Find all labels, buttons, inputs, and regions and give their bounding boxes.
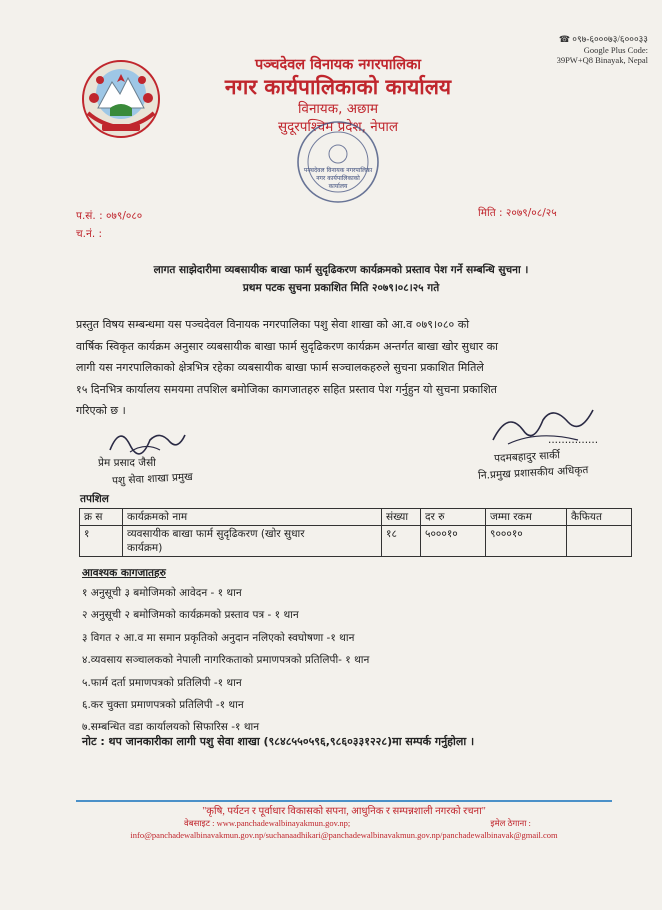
footer-website (76, 818, 662, 829)
cell-remarks (567, 526, 632, 557)
documents-title: आवश्यक कागजातहरु (82, 567, 166, 579)
table-title: तपशिल (80, 493, 109, 505)
col-header: दर रु (421, 509, 486, 526)
right-signatory-name: पदमबहादुर सार्की (493, 449, 561, 465)
list-item: ४.व्यवसाय सञ्चालकको नेपाली नागरिकताको प्रमाणपत्रको प्रतिलिपी- १ थान (82, 654, 370, 667)
website-label: वेबसाइट : (184, 818, 215, 828)
plus-code-label: Google Plus Code: (583, 44, 648, 55)
seal-text-2: नगर कार्यपालिकाको (316, 175, 360, 182)
footer-slogan: "कृषि, पर्यटन र पूर्वाधार विकासको सपना, आधुनिक र सम्पन्नशाली नगरको रचना" (202, 806, 486, 817)
official-seal-stamp (294, 118, 382, 206)
list-item: २ अनुसूची २ बमोजिमको कार्यक्रमको प्रस्ताव पत्र - १ थान (82, 609, 299, 622)
list-item: ६.कर चुक्ता प्रमाणपत्रको प्रतिलिपी -१ थान (82, 699, 244, 712)
body-line: १५ दिनभित्र कार्यालय समयमा तपशिल बमोजिका कागजातहरु सहित प्रस्ताव पेश गर्नुहुन यो सुचना प्रकाशित (76, 382, 497, 396)
office-location: विनायक, अछाम (297, 101, 379, 117)
reference-number: प.सं. : ०७९/०८० (76, 210, 143, 222)
list-item: ५.फार्म दर्ता प्रमाणपत्रको प्रतिलिपी -१ थान (82, 676, 242, 689)
col-header: क्र स (80, 509, 123, 526)
left-signatory-title: पशु सेवा शाखा प्रमुख (111, 470, 194, 488)
plus-code: 39PW+Q8 Binayak, Nepal (556, 55, 648, 65)
list-item: ३ विगत २ आ.व मा समान प्रकृतिको अनुदान नलिएको स्वघोषणा -१ थान (82, 631, 355, 644)
program-table (79, 508, 632, 557)
contact-info (488, 34, 648, 66)
seal-text-1: पञ्चदेवल विनायक नगरपालिका (303, 167, 373, 174)
table-row (80, 526, 632, 557)
right-signatory-title: नि.प्रमुख प्रशासकीय अधिकृत (477, 464, 589, 482)
dispatch-number: च.नं. : (76, 228, 103, 240)
program-name-line2: कार्यक्रम) (127, 542, 163, 554)
notice-subject: लागत साझेदारीमा व्यबसायीक बाखा फार्म सुदृढिकरण कार्यक्रमको प्रस्ताव पेश गर्ने सम्बन्धि सुचना । (153, 264, 529, 276)
nepal-emblem-icon (80, 58, 162, 140)
program-name-line1: व्यवसायीक बाखा फार्म सुदृढिकरण (खोर सुधार (127, 528, 305, 540)
cell-rate: ५०००१० (421, 526, 486, 557)
right-signature-dots: ............... (548, 434, 599, 446)
office-name: नगर कार्यपालिकाको कार्यालय (224, 75, 452, 99)
body-line: गरिएको छ । (76, 404, 126, 417)
footer-email[interactable]: info@panchadewalbinavakmun.gov.np/suchanaadhikari@panchadewalbinavakmun.gov.np/panchadewalbinavak@gmail.com (130, 830, 558, 840)
body-line: प्रस्तुत विषय सम्बन्धमा यस पञ्चदेवल विनायक नगरपालिका पशु सेवा शाखा को आ.व ०७९।०८० को (76, 318, 470, 331)
footer-divider (76, 800, 612, 802)
col-header: संख्या (382, 509, 421, 526)
cell-quantity: १८ (382, 526, 421, 557)
table-header-row (80, 509, 632, 526)
list-item: ७.सम्बन्धित वडा कार्यालयको सिफारिस -१ थान (82, 721, 260, 734)
left-signatory-name: प्रेम प्रसाद जैसी (98, 457, 156, 469)
body-line: वार्षिक स्विकृत कार्यक्रम अनुसार व्यबसायीक बाखा फार्म सुदृढिकरण कार्यक्रम अन्तर्गत बाखा खोर सुधार का (76, 339, 498, 353)
email-label: इमेल ठेगाना : (490, 818, 531, 828)
col-header: कैफियत (567, 509, 632, 526)
publication-date-line: प्रथम पटक सुचना प्रकाशित मिति २०७९।०८।२५ गते (242, 282, 440, 294)
col-header: कार्यक्रमको नाम (123, 509, 382, 526)
list-item: १ अनुसूची ३ बमोजिमको आवेदन - १ थान (82, 587, 242, 599)
notice-date: मिति : २०७९/०८/२५ (478, 207, 557, 219)
documents-list (82, 582, 369, 739)
office-province: सुदूरपश्चिम प्रदेश, नेपाल (277, 119, 399, 135)
left-signature (100, 420, 190, 460)
website-link[interactable]: www.panchadewalbinayakmun.gov.np; (216, 818, 351, 828)
body-line: लागी यस नगरपालिकाको क्षेत्रभित्र रहेका व्यबसायीक बाखा फार्म सञ्चालकहरुले सुचना प्रकाशित मितिले (76, 361, 484, 374)
municipality-name: पञ्चदेवल विनायक नगरपालिका (255, 57, 421, 73)
phone-number: ☎ ०९७-६०००७३/६०००३३ (558, 34, 648, 44)
cell-sn: १ (80, 526, 123, 557)
col-header: जम्मा रकम (486, 509, 567, 526)
cell-program-name (123, 526, 382, 557)
seal-text-3: कार्यालय (328, 183, 348, 190)
contact-note: नोट : थप जानकारीका लागी पशु सेवा शाखा (९८४८५५०५९६,९८६०३३१२२८)मा सम्पर्क गर्नुहोला । (82, 735, 475, 748)
cell-total: ९०००१० (486, 526, 567, 557)
